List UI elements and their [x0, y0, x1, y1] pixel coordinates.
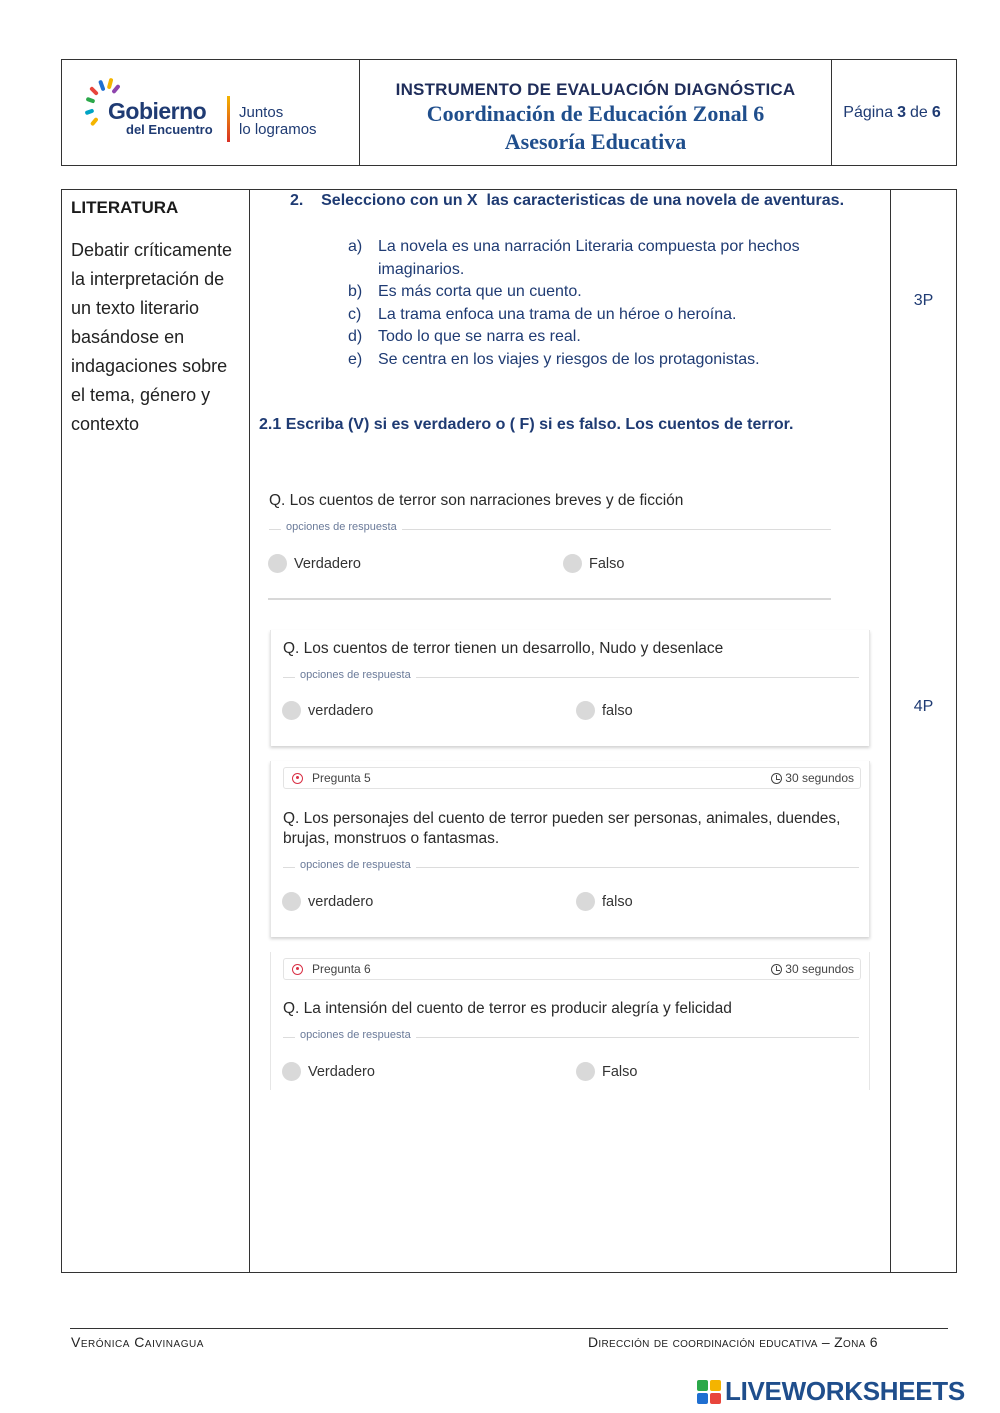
page-of: de [910, 103, 928, 121]
answer-options-legend [283, 669, 859, 681]
radio-true-label: Verdadero [294, 556, 361, 572]
liveworksheets-wordmark: LIVEWORKSHEETS [725, 1376, 965, 1406]
radio-true[interactable] [282, 892, 301, 911]
quiz-question [283, 809, 841, 849]
subject-title: LITERATURA [71, 198, 179, 217]
option-text: La novela es una narración Literaria compuesta por hechos imaginarios. [378, 238, 800, 278]
page-total: 6 [931, 103, 941, 121]
question-label [292, 962, 371, 976]
logo-slogan [239, 104, 317, 138]
question-header [283, 767, 861, 789]
question-timer [771, 962, 854, 976]
answer-options-legend [269, 521, 831, 533]
logo-divider [227, 96, 230, 142]
liveworksheets-logo-icon [697, 1380, 721, 1404]
radio-false-label: Falso [602, 1064, 638, 1080]
question-label [292, 771, 371, 785]
legend-label: opciones de respuesta [281, 521, 402, 533]
option-e[interactable] [348, 349, 848, 372]
logo-slogan-line1: Juntos [239, 104, 284, 121]
instrument-title: INSTRUMENTO DE EVALUACIÓN DIAGNÓSTICA [395, 80, 796, 99]
subject-column [62, 190, 250, 1272]
points-question-2-1: 4P [913, 698, 934, 715]
learning-objective [71, 236, 240, 439]
government-logo [62, 60, 360, 165]
question-2-1-title: 2.1 Escriba (V) si es verdadero o ( F) si es falso. Los cuentos de terror. [259, 416, 794, 433]
option-text: La trama enfoca una trama de un héroe o heroína. [378, 305, 737, 323]
quiz-card-1 [257, 478, 837, 603]
option-letter: c) [348, 305, 362, 323]
legend-label: opciones de respuesta [295, 1029, 416, 1041]
evaluation-table [61, 189, 957, 1273]
option-c[interactable] [348, 304, 848, 327]
question-number: Pregunta 5 [312, 771, 371, 785]
objective-line: el tema, género y [71, 385, 211, 405]
legend-label: opciones de respuesta [295, 669, 416, 681]
radio-true-label: verdadero [308, 703, 374, 719]
question-timer [771, 771, 854, 785]
option-text: Se centra en los viajes y riesgos de los protagonistas. [378, 350, 760, 368]
option-d[interactable] [348, 326, 848, 349]
radio-false-label: falso [602, 703, 633, 719]
quiz-question: Q. La intensión del cuento de terror es producir alegría y felicidad [283, 1000, 732, 1017]
header-title-block [360, 60, 832, 165]
liveworksheets-brand [697, 1376, 965, 1407]
radio-true[interactable] [268, 554, 287, 573]
target-icon [292, 773, 303, 784]
target-icon [292, 964, 303, 975]
quiz-question: Q. Los cuentos de terror tienen un desarrollo, Nudo y desenlace [283, 640, 724, 657]
footer-author: Verónica Caivinagua [71, 1334, 204, 1348]
objective-line: indagaciones sobre [71, 356, 228, 376]
radio-true[interactable] [282, 1062, 301, 1081]
option-text: Todo lo que se narra es real. [378, 328, 581, 345]
option-letter: b) [348, 283, 363, 300]
radio-false[interactable] [576, 701, 595, 720]
points-column [890, 190, 956, 1272]
question-header [283, 958, 861, 980]
legend-label: opciones de respuesta [295, 859, 416, 871]
radio-false[interactable] [576, 892, 595, 911]
page-current: 3 [897, 103, 907, 121]
answer-options-legend [283, 1029, 859, 1041]
page-number [832, 60, 956, 165]
page-prefix: Página [843, 103, 894, 121]
option-text: Es más corta que un cuento. [378, 283, 582, 300]
clock-icon [771, 773, 782, 784]
quiz-card-3 [270, 761, 870, 937]
quiz-question: Q. Los cuentos de terror son narraciones breves y de ficción [269, 492, 684, 509]
advisory-title: Asesoría Educativa [504, 129, 687, 154]
quiz-card-2 [270, 630, 870, 746]
points-question-2: 3P [913, 292, 934, 309]
option-a[interactable] [348, 236, 848, 281]
radio-false-label: falso [602, 894, 633, 910]
card-divider [268, 598, 831, 600]
answer-options-legend [283, 859, 859, 871]
logo-slogan-line2: lo logramos [239, 121, 317, 138]
option-letter: d) [348, 328, 363, 345]
footer-rule [70, 1328, 948, 1329]
radio-true-label: Verdadero [308, 1064, 375, 1080]
question-number: Pregunta 6 [312, 962, 371, 976]
objective-line: Debatir críticamente [71, 240, 233, 260]
objective-line: la interpretación de [71, 269, 225, 289]
radio-false-label: Falso [589, 556, 625, 572]
coordination-title: Coordinación de Educación Zonal 6 [426, 101, 765, 126]
question-2-options [348, 236, 848, 371]
document-header [61, 59, 957, 166]
footer-department: Dirección de coordinación educativa – Zona 6 [588, 1334, 878, 1348]
question-2-title: 2. Selecciono con un X las caracteristicas de una novela de aventuras. [290, 192, 845, 209]
quiz-card-4 [270, 952, 870, 1090]
option-b[interactable] [348, 281, 848, 304]
objective-line: basándose en [71, 327, 185, 347]
logo-del-encuentro: del Encuentro [126, 122, 213, 137]
quiz-question-line: brujas, monstruos o fantasmas. [283, 830, 500, 847]
option-letter: e) [348, 350, 363, 368]
radio-false[interactable] [563, 554, 582, 573]
objective-line: contexto [71, 414, 140, 434]
clock-icon [771, 964, 782, 975]
radio-true-label: verdadero [308, 894, 374, 910]
radio-true[interactable] [282, 701, 301, 720]
logo-gobierno: Gobierno [108, 98, 207, 124]
quiz-question-line: Q. Los personajes del cuento de terror pueden ser personas, animales, duendes, [283, 810, 841, 827]
option-letter: a) [348, 238, 363, 255]
timer-value: 30 segundos [785, 962, 854, 976]
timer-value: 30 segundos [785, 771, 854, 785]
objective-line: un texto literario [71, 298, 200, 318]
radio-false[interactable] [576, 1062, 595, 1081]
